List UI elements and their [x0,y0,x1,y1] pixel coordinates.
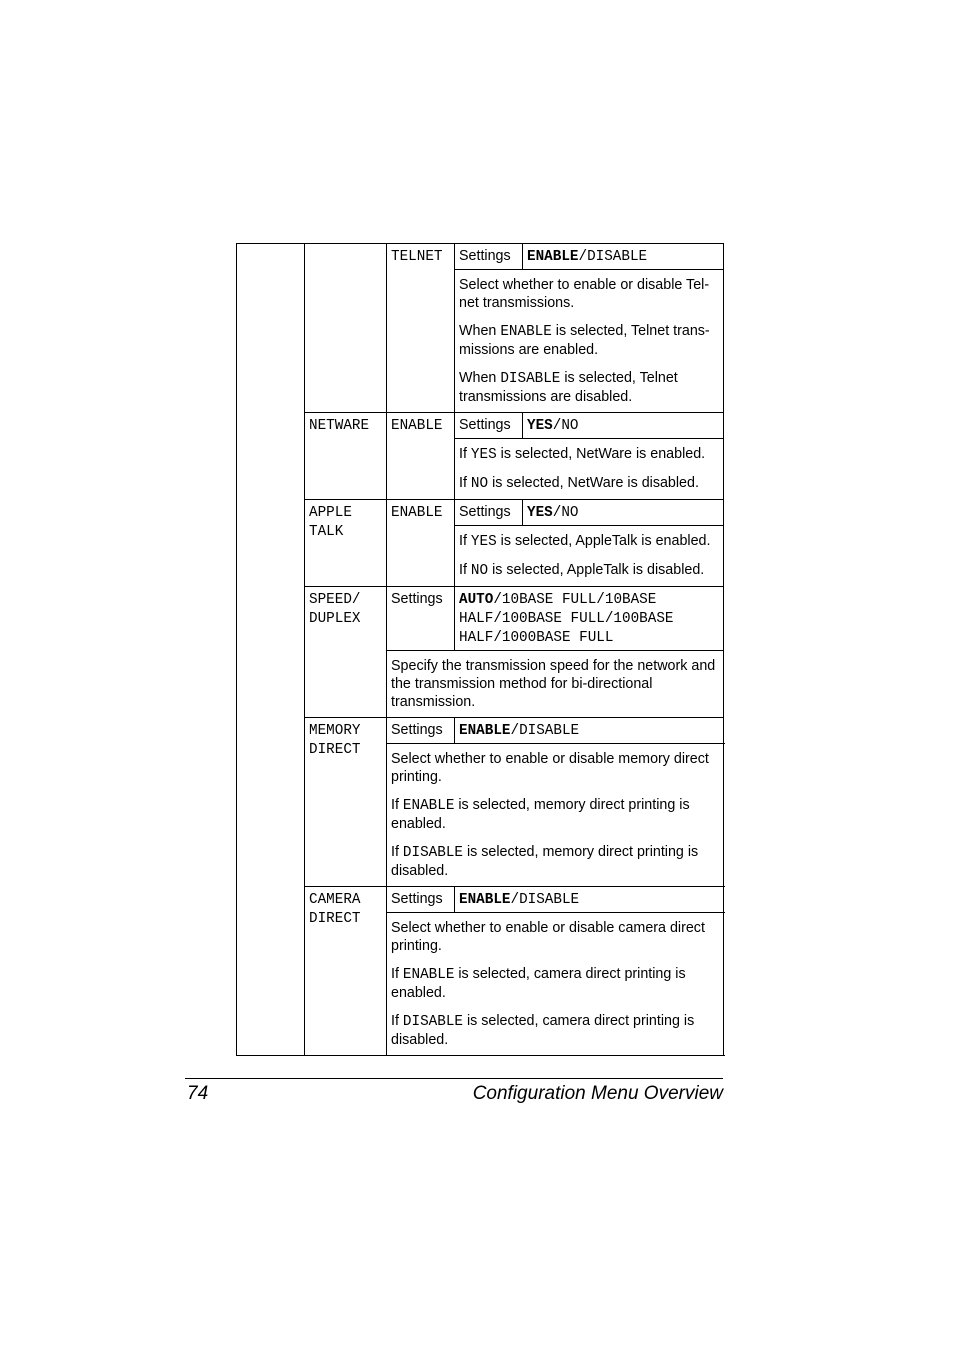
camera-direct-settings-label: Settings [387,887,455,913]
empty-level2-cell [305,244,387,413]
default-value: ENABLE [459,892,511,908]
table-row [237,500,724,526]
appletalk-sub: ENABLE [387,500,455,587]
table-row [237,587,724,651]
telnet-settings-label: Settings [455,244,523,270]
table-row [237,887,724,913]
memory-direct-settings-values: ENABLE/DISABLE [455,718,724,744]
speed-settings-label: Settings [387,587,455,651]
netware-settings-values: YES/NO [523,413,724,439]
netware-sub: ENABLE [387,413,455,500]
default-value: ENABLE [527,249,579,265]
telnet-description: Select whether to enable or disable Tel-net transmissions. When ENABLE is selected, Telnet trans-missions are enabled. When DISABLE is selected, Telnet transmissions are disabled. [455,270,724,413]
table-row [237,413,724,439]
page-number: 74 [187,1083,209,1104]
memory-direct-item: MEMORY DIRECT [305,718,387,887]
telnet-item: TELNET [387,244,455,413]
table-row [237,244,724,270]
appletalk-description: If YES is selected, AppleTalk is enabled. If NO is selected, AppleTalk is disabled. [455,526,724,587]
telnet-settings-values: ENABLE/DISABLE [523,244,724,270]
memory-direct-settings-label: Settings [387,718,455,744]
appletalk-settings-label: Settings [455,500,523,526]
camera-direct-settings-values: ENABLE/DISABLE [455,887,724,913]
appletalk-settings-values: YES/NO [523,500,724,526]
speed-settings-values: AUTO/10BASE FULL/10BASE HALF/100BASE FULL/100BASE HALF/1000BASE FULL [455,587,724,651]
section-title: Configuration Menu Overview [472,1083,723,1104]
camera-direct-item: CAMERA DIRECT [305,887,387,1056]
footer-divider [185,1078,723,1079]
netware-item: NETWARE [305,413,387,500]
appletalk-item: APPLE TALK [305,500,387,587]
speed-description: Specify the transmission speed for the network and the transmission method for bi-directional transmission. [387,651,724,718]
table-row [237,718,724,744]
default-value: YES [527,418,553,434]
default-value: YES [527,505,553,521]
default-value: ENABLE [459,723,511,739]
netware-description: If YES is selected, NetWare is enabled. If NO is selected, NetWare is disabled. [455,439,724,500]
memory-direct-description: Select whether to enable or disable memory direct printing. If ENABLE is selected, memory direct printing is enabled. If DISABLE is selected, memory direct printing is disabled. [387,744,724,887]
empty-level1-cell [237,244,305,1056]
config-menu-table [236,243,724,1056]
speed-item: SPEED/ DUPLEX [305,587,387,718]
default-value: AUTO [459,592,494,608]
netware-settings-label: Settings [455,413,523,439]
camera-direct-description: Select whether to enable or disable camera direct printing. If ENABLE is selected, camera direct printing is enabled. If DISABLE is selected, camera direct printing is disabled. [387,913,724,1056]
